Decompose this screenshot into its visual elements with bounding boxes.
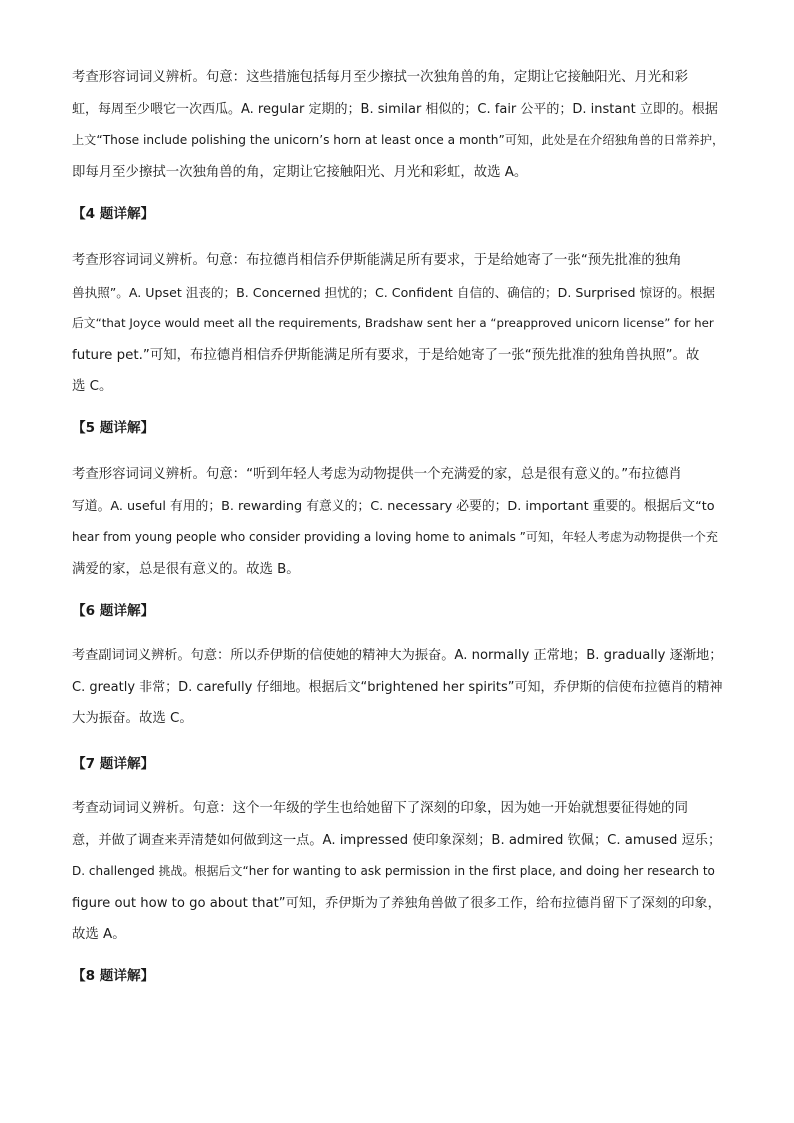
text-line: 考查形容词词义辨析。句意：“听到年轻人考虑为动物提供一个充满爱的家，总是很有意义的。”布拉德肖 [72, 467, 682, 482]
text-line: 上文“Those include polishing the unicorn’s horn at least once a month”可知，此处是在介绍独角兽的日常养护， [72, 133, 725, 147]
text-line: 后文“that Joyce would meet all the requirements, Bradshaw sent her a “preapproved unicorn license” for her [72, 316, 714, 330]
text-line: D. challenged 挑战。根据后文“her for wanting to ask permission in the first place, and doing her research to [72, 864, 715, 878]
paragraph-q6-explanation [72, 640, 724, 735]
section-heading-q4: 【4 题详解】 [72, 206, 155, 222]
text-line: 即每月至少擦拭一次独角兽的角，定期让它接触阳光、月光和彩虹，故选 A。 [72, 164, 528, 180]
paragraph-q7-explanation [72, 793, 724, 951]
text-line: 虹，每周至少喂它一次西瓜。A. regular 定期的；B. similar 相似的；C. fair 公平的；D. instant 立即的。根据 [72, 101, 718, 117]
text-line: 考查形容词词义辨析。句意：布拉德肖相信乔伊斯能满足所有要求，于是给她寄了一张“预先批准的独角 [72, 253, 682, 268]
text-line: 意，并做了调查来弄清楚如何做到这一点。A. impressed 使印象深刻；B. admired 钦佩；C. amused 逗乐； [72, 832, 722, 848]
text-line: hear from young people who consider providing a loving home to animals ”可知，年轻人考虑为动物提供一个充 [72, 530, 718, 544]
text-line: 故选 A。 [72, 927, 126, 942]
text-line: 兽执照”。A. Upset 沮丧的；B. Concerned 担忧的；C. Confident 自信的、确信的；D. Surprised 惊讶的。根据 [72, 284, 716, 300]
paragraph-q3-explanation [72, 62, 724, 188]
paragraph-q4-explanation [72, 245, 724, 403]
text-line: C. greatly 非常；D. carefully 仔细地。根据后文“brightened her spirits”可知，乔伊斯的信使布拉德肖的精神 [72, 679, 723, 695]
text-line: 考查形容词词义辨析。句意：这些措施包括每月至少擦拭一次独角兽的角，定期让它接触阳光、月光和彩 [72, 70, 688, 85]
text-line: 选 C。 [72, 379, 113, 394]
paragraph-q5-explanation [72, 459, 724, 585]
text-line: 大为振奋。故选 C。 [72, 711, 193, 726]
text-line: 考查动词词义辨析。句意：这个一年级的学生也给她留下了深刻的印象，因为她一开始就想要征得她的同 [72, 801, 688, 816]
section-heading-q5: 【5 题详解】 [72, 420, 155, 436]
text-line: future pet.”可知，布拉德肖相信乔伊斯能满足所有要求，于是给她寄了一张“预先批准的独角兽执照”。故 [72, 347, 700, 363]
text-line: 考查副词词义辨析。句意：所以乔伊斯的信使她的精神大为振奋。A. normally 正常地；B. gradually 逐渐地； [72, 648, 723, 663]
text-line: 写道。A. useful 有用的；B. rewarding 有意义的；C. necessary 必要的；D. important 重要的。根据后文“to [72, 498, 715, 514]
text-line: figure out how to go about that”可知，乔伊斯为了养独角兽做了很多工作，给布拉德肖留下了深刻的印象， [72, 895, 721, 911]
section-heading-q7: 【7 题详解】 [72, 756, 155, 772]
text-line: 满爱的家，总是很有意义的。故选 B。 [72, 561, 300, 577]
section-heading-q8: 【8 题详解】 [72, 968, 155, 984]
section-heading-q6: 【6 题详解】 [72, 603, 155, 619]
